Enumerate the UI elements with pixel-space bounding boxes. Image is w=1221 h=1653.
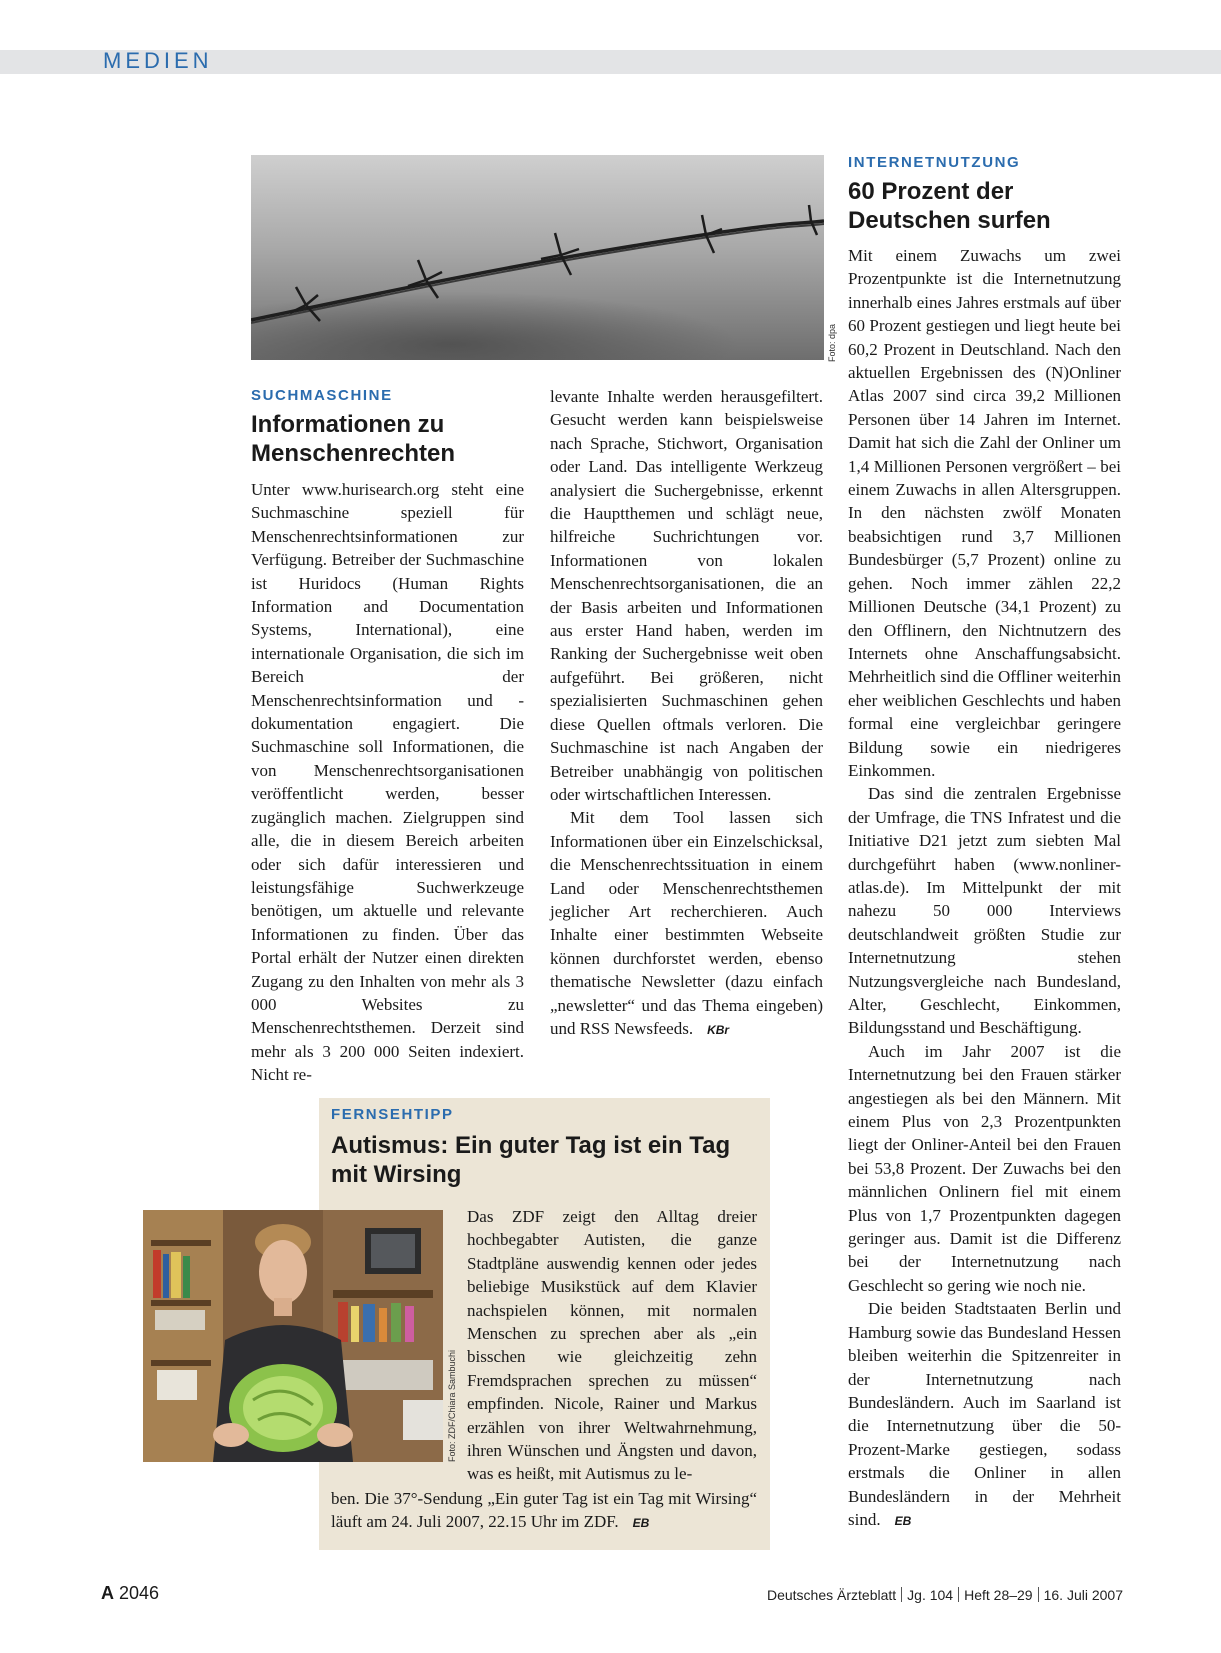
kicker-internetnutzung: INTERNETNUTZUNG	[848, 154, 1021, 171]
footer-separator	[958, 1587, 959, 1602]
article-tv-text-1: Das ZDF zeigt den Alltag dreier hochbegabter Autisten, die ganze Stadtpläne auswendig kennen oder jedes beliebige Musikstück auf dem Klavier nachspielen können, mit normalen Menschen zu sprechen aber als „ein bisschen wie gleichzeitig zehn Fremdsprachen sprechen zu müssen“ empfinden. Nicole, Rainer und Markus erzählen von ihrer Weltwahrnehmung, ihren Wünschen und Ängsten und davon, was es heißt, mit Autismus zu le-	[467, 1207, 757, 1484]
article-tv-text-2	[331, 1487, 757, 1536]
article-internet-p4-body: Die beiden Stadtstaaten Berlin und Hamburg sowie das Bundesland Hessen bleiben weiterhin die Spitzenreiter in der Internetnutzung nach Bundesländern. Auch im Saarland ist die Internetnutzung über die 50-Prozent-Marke gestiegen, sodass erstmals die Onliner in allen Bundesländern in der Mehrheit sind.	[848, 1299, 1121, 1529]
footer-page-number	[101, 1583, 159, 1604]
signature-eb-tv: EB	[632, 1516, 650, 1531]
photo-credit-dpa: Foto: dpa	[827, 323, 837, 362]
autism-photo	[143, 1210, 443, 1462]
kicker-fernsehtipp: FERNSEHTIPP	[331, 1106, 454, 1123]
signature-eb-internet: EB	[894, 1513, 912, 1528]
article-internet-column	[848, 244, 1121, 1533]
article-search-column-1	[251, 478, 524, 1087]
page-prefix: A	[101, 1583, 114, 1603]
kicker-suchmaschine: SUCHMASCHINE	[251, 387, 393, 404]
article-search-text-2b	[550, 806, 823, 1042]
page-number: 2046	[119, 1583, 160, 1603]
article-search-column-2	[550, 385, 823, 1042]
headline-autismus: Autismus: Ein guter Tag ist ein Tag mit Wirsing	[331, 1132, 731, 1188]
section-label: MEDIEN	[103, 48, 213, 73]
journal-issue: Heft 28–29	[964, 1587, 1033, 1603]
signature-kbr: KBr	[707, 1022, 730, 1037]
article-search-text-1: Unter www.hurisearch.org steht eine Suchmaschine speziell für Menschenrechtsinformationen zur Verfügung. Betreiber der Suchmaschine ist Huridocs (Human Rights Information and Documentation Systems, International), eine internationale Organisation, die sich im Bereich der Menschenrechtsinformation und -dokumentation engagiert. Die Suchmaschine soll Informationen, die von Menschenrechtsorganisationen veröffentlicht werden, besser zugänglich machen. Zielgruppen sind alle, die in diesem Bereich arbeiten oder sich dafür interessieren und leistungsfähige Suchwerkzeuge benötigen, um aktuelle und relevante Informationen zu finden. Über das Portal erhält der Nutzer einen direkten Zugang zu den Inhalten von mehr als 3 000 Websites zu Menschenrechtsthemen. Derzeit sind mehr als 3 200 000 Seiten indexiert. Nicht re-	[251, 480, 524, 1085]
article-internet-p2: Das sind die zentralen Ergebnisse der Umfrage, die TNS Infratest und die Initiative D21 jetzt zum siebten Mal durchgeführt haben (www.nonliner-atlas.de). Im Mittelpunkt der mit nahezu 50 000 Interviews deutschlandweit größten Studie zur Internetnutzung stehen Nutzungsvergleiche nach Bundesland, Alter, Geschlecht, Einkommen, Bildungsstand und Beschäftigung.	[848, 784, 1121, 1038]
barbed-wire-image	[251, 155, 824, 360]
footer-journal-info	[767, 1587, 1123, 1603]
barbed-wire-photo	[251, 155, 824, 360]
article-search-text-2a: levante Inhalte werden herausgefiltert. Gesucht werden kann beispielsweise nach Sprache, Stichwort, Organisation oder Land. Das intelligente Werkzeug analysiert die Suchergebnisse, erkennt die Hauptthemen und schlägt neue, hilfreiche Suchrichtungen vor. Informationen von lokalen Menschenrechtsorganisationen, die an der Basis arbeiten und Informationen aus erster Hand haben, werden im Ranking der Suchergebnisse weit oben aufgeführt. Bei größeren, nicht spezialisierten Suchmaschinen gehen diese Quellen oftmals verloren. Die Suchmaschine ist nach Angaben der Betreiber unabhängig von politischen oder wirtschaftlichen Interessen.	[550, 387, 823, 804]
article-internet-p1: Mit einem Zuwachs um zwei Prozentpunkte ist die Internetnutzung innerhalb eines Jahres erstmals auf über 60 Prozent gestiegen und liegt heute bei 60,2 Prozent in Deutschland. Nach den aktuellen Ergebnissen des (N)Onliner Atlas 2007 sind circa 39,2 Millionen Personen über 14 Jahren im Internet. Damit hat sich die Zahl der Onliner um 1,4 Millionen Personen vergrößert – bei einem Zuwachs in allen Altersgruppen. In den nächsten zwölf Monaten beabsichtigen rund 3,7 Millionen Bundesbürger (5,7 Prozent) online zu gehen. Noch immer zählen 22,2 Millionen Deutsche (34,1 Prozent) zu den Offlinern, den Nichtnutzern des Internets ohne Anschaffungsabsicht. Mehrheitlich sind die Offliner weiterhin eher weiblichen Geschlechts und haben formal eine vergleichbar geringere Bildung sowie ein niedrigeres Einkommen.	[848, 246, 1121, 780]
headline-menschenrechte: Informationen zu Menschenrechten	[251, 411, 456, 467]
article-internet-p4	[848, 1297, 1121, 1533]
article-internet-p3: Auch im Jahr 2007 ist die Internetnutzung bei den Frauen stärker angestiegen als bei den Männern. Mit einem Plus von 2,3 Prozentpunkten liegt der Onliner-Anteil bei den Frauen bei 53,8 Prozent. Der Zuwachs bei den männlichen Onlinern fiel mit einem Plus von 1,7 Prozentpunkten dagegen geringer aus. Damit ist die Differenz bei der Internetnutzung nach Geschlecht so gering wie noch nie.	[848, 1041, 1121, 1295]
headline-60-prozent: 60 Prozent der Deutschen surfen	[848, 178, 1051, 234]
journal-volume: Jg. 104	[907, 1587, 954, 1603]
article-search-text-2b-body: Mit dem Tool lassen sich Informationen über ein Einzelschicksal, die Menschenrechtssituation in einem Land oder Menschenrechtsthemen jeglicher Art recherchieren. Auch Inhalte einer bestimmten Webseite können durchforstet werden, ebenso thematische Newsletter (dazu einfach „newsletter“ und das Thema eingeben) und RSS Newsfeeds.	[550, 808, 823, 1038]
footer-separator	[901, 1587, 902, 1602]
footer-separator	[1038, 1587, 1039, 1602]
article-tv-full-text	[331, 1487, 757, 1536]
article-tv-wrap-text	[467, 1205, 757, 1486]
journal-date: 16. Juli 2007	[1043, 1587, 1123, 1603]
article-tv-text-2-body: ben. Die 37°-Sendung „Ein guter Tag ist ein Tag mit Wirsing“ läuft am 24. Juli 2007, 22.15 Uhr im ZDF.	[331, 1489, 757, 1532]
journal-name: Deutsches Ärzteblatt	[766, 1587, 897, 1603]
photo-credit-zdf: Foto: ZDF/Chiara Sambuchi	[447, 1349, 457, 1462]
autism-photo-image	[143, 1210, 443, 1462]
